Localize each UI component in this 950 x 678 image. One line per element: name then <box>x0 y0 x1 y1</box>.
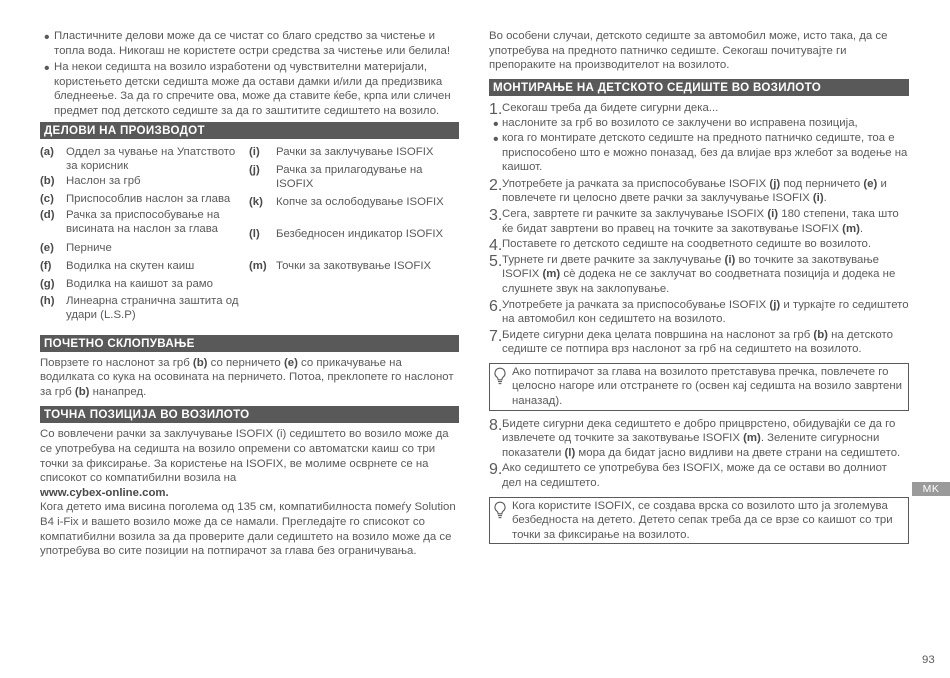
parts-list <box>40 145 459 335</box>
step-6: 6. Употребете ја рачката за приспособување ISOFIX (j) и туркајте го седиштето на автомобил кон седиштето на возилото. <box>489 297 909 326</box>
bullet-dot: • <box>44 29 50 46</box>
part-b: (b) Наслон за грб <box>40 174 141 187</box>
assembly-paragraph: Поврзете го наслонот за грб (b) со перничето (e) со прикачување на водилката со кука на осовината на перничето. Потоа, преклопете го наслонот за грб (b) нанапред. <box>40 356 454 398</box>
step-1: 1. Секогаш треба да бидете сигурни дека... <box>489 100 719 118</box>
part-d: (d) Рачка за приспособување на висината на наслон за глава <box>40 208 220 235</box>
left-column <box>40 29 459 559</box>
part-l: (l) Безбедносен индикатор ISOFIX <box>249 227 444 240</box>
part-h: (h) Линеарна странична заштита од удари (L.S.P) <box>40 294 239 321</box>
part-a: (a) Оддел за чување на Упатството за корисник <box>40 145 236 172</box>
cybex-link[interactable]: www.cybex-online.com. <box>40 486 169 499</box>
step-2: 2. Употребете ја рачката за приспособување ISOFIX (j) под перничето (e) и повлечете ги целосно двете рачки за заклучување ISOFIX (i). <box>489 176 887 205</box>
section-heading-position: ТОЧНА ПОЗИЦИЈА ВО ВОЗИЛОТО <box>40 406 459 423</box>
step-4: 4. Поставете го детското седиште на соодветното седиште во возилото. <box>489 237 872 255</box>
bullet-dot: • <box>44 60 50 78</box>
front-seat-paragraph: Во особени случаи, детското седиште за автомобил може, исто така, да се употребува на предното патничко седиште. Секогаш почитувајте ги препораките на производителот на возилото. <box>489 30 888 72</box>
part-m: (m) Точки за закотвување ISOFIX <box>249 259 432 272</box>
part-f: (f) Водилка на скутен каиш <box>40 259 195 272</box>
cleaning-bullet: • Пластичните делови може да се чистат со благо средство за чистење и топла вода. Никогаш не користете остри средства за чистење или белила! <box>44 29 451 57</box>
part-j: (j) Рачка за прилагодување на ISOFIX <box>249 163 423 190</box>
part-e: (e) Перниче <box>40 241 112 254</box>
part-i: (i) Рачки за заклучување ISOFIX <box>249 145 434 158</box>
section-heading-parts: ДЕЛОВИ НА ПРОИЗВОДОТ <box>40 122 459 139</box>
lightbulb-icon <box>493 367 507 385</box>
isofix-note: Кога користите ISOFIX, се создава врска со возилото што ја зголемува безбедноста на детето. Детето сепак треба да се врзе со каишот со три точки за фиксирање на возилото. <box>489 497 909 545</box>
section-heading-mounting: МОНТИРАЊЕ НА ДЕТСКОТО СЕДИШТЕ ВО ВОЗИЛОТО <box>489 79 909 96</box>
part-k: (k) Копче за ослободување ISOFIX <box>249 195 444 208</box>
step-3: 3. Сега, завртете ги рачките за заклучување ISOFIX (i) 180 степени, така што ќе бидат завртени во правец на точките за закотвување ISOFIX (m). <box>489 206 899 235</box>
step-8: 8. Бидете сигурни дека седиштето е добро прицврстено, обидувајќи се да го извлечете од точките за закотвување ISOFIX (m). Зелените сигурносни показатели (l) мора да бидат јасно видливи на двете страни на седиштето. <box>489 416 901 459</box>
lightbulb-icon <box>493 501 507 519</box>
step-5: 5. Турнете ги двете рачките за заклучување (i) во точките за закотвување ISOFIX (m) сè додека не се заклучат во соодветната позиција и додека не слушнете звук на заклопување. <box>489 252 896 295</box>
step-9: 9. Ако седиштето се употребува без ISOFIX, може да се остави во долниот дел на седиштето. <box>489 461 887 490</box>
page-number: 93 <box>922 654 935 666</box>
position-paragraph: Со вовлечени рачки за заклучување ISOFIX (i) седиштето во возило може да се употребува на седишта на возило опремени со автоматски каиш со три точки за фиксирање. За користење на ISOFIX, ве молиме осврнете се на списокот со компатибилни возила на <box>40 428 449 485</box>
step-1-sub-2: • кога го монтирате детското седиште на предното патничко седиште, тоа е приспособено што е можно поназад, без да влијае врз жлебот за водење на каишот. <box>493 130 908 174</box>
seat-protection-bullet: • На некои седишта на возило изработени од чувствителни материјали, користењето детски седишта може да остави дамки и/или да предизвика бледнеење. За да го спречите ова, може да ставите ќебе, крпа или сличен предмет под детското седиште за да го заштитите седиштето на возило. <box>44 60 451 117</box>
section-heading-assembly: ПОЧЕТНО СКЛОПУВАЊЕ <box>40 335 459 352</box>
headrest-note: Ако потпирачот за глава на возилото претставува пречка, повлечете го целосно нагоре или отстранете го (освен кај седишта на возило завртени наназад). <box>489 363 909 411</box>
part-g: (g) Водилка на каишот за рамо <box>40 277 213 290</box>
compatibility-paragraph: Кога детето има висина поголема од 135 см, компатибилноста помеѓу Solution B4 i-Fix и вашето возило може да се намали. Прегледајте го списокот со компатибилни возила за да проверите дали седиштето на возило може да се употребува во сите позиции на потпирачот за глава без ограничувања. <box>40 501 456 558</box>
part-c: (c) Приспособлив наслон за глава <box>40 192 231 205</box>
right-column <box>489 29 909 544</box>
language-tab: MK <box>912 482 950 496</box>
step-7: 7. Бидете сигурни дека целата површина на наслонот за грб (b) на детското седиште се потпира врз наслонот за грб на седиштето на возилото. <box>489 327 893 356</box>
step-1-sub-1: • наслоните за грб во возилото се заклучени во исправена позиција, <box>493 116 858 134</box>
